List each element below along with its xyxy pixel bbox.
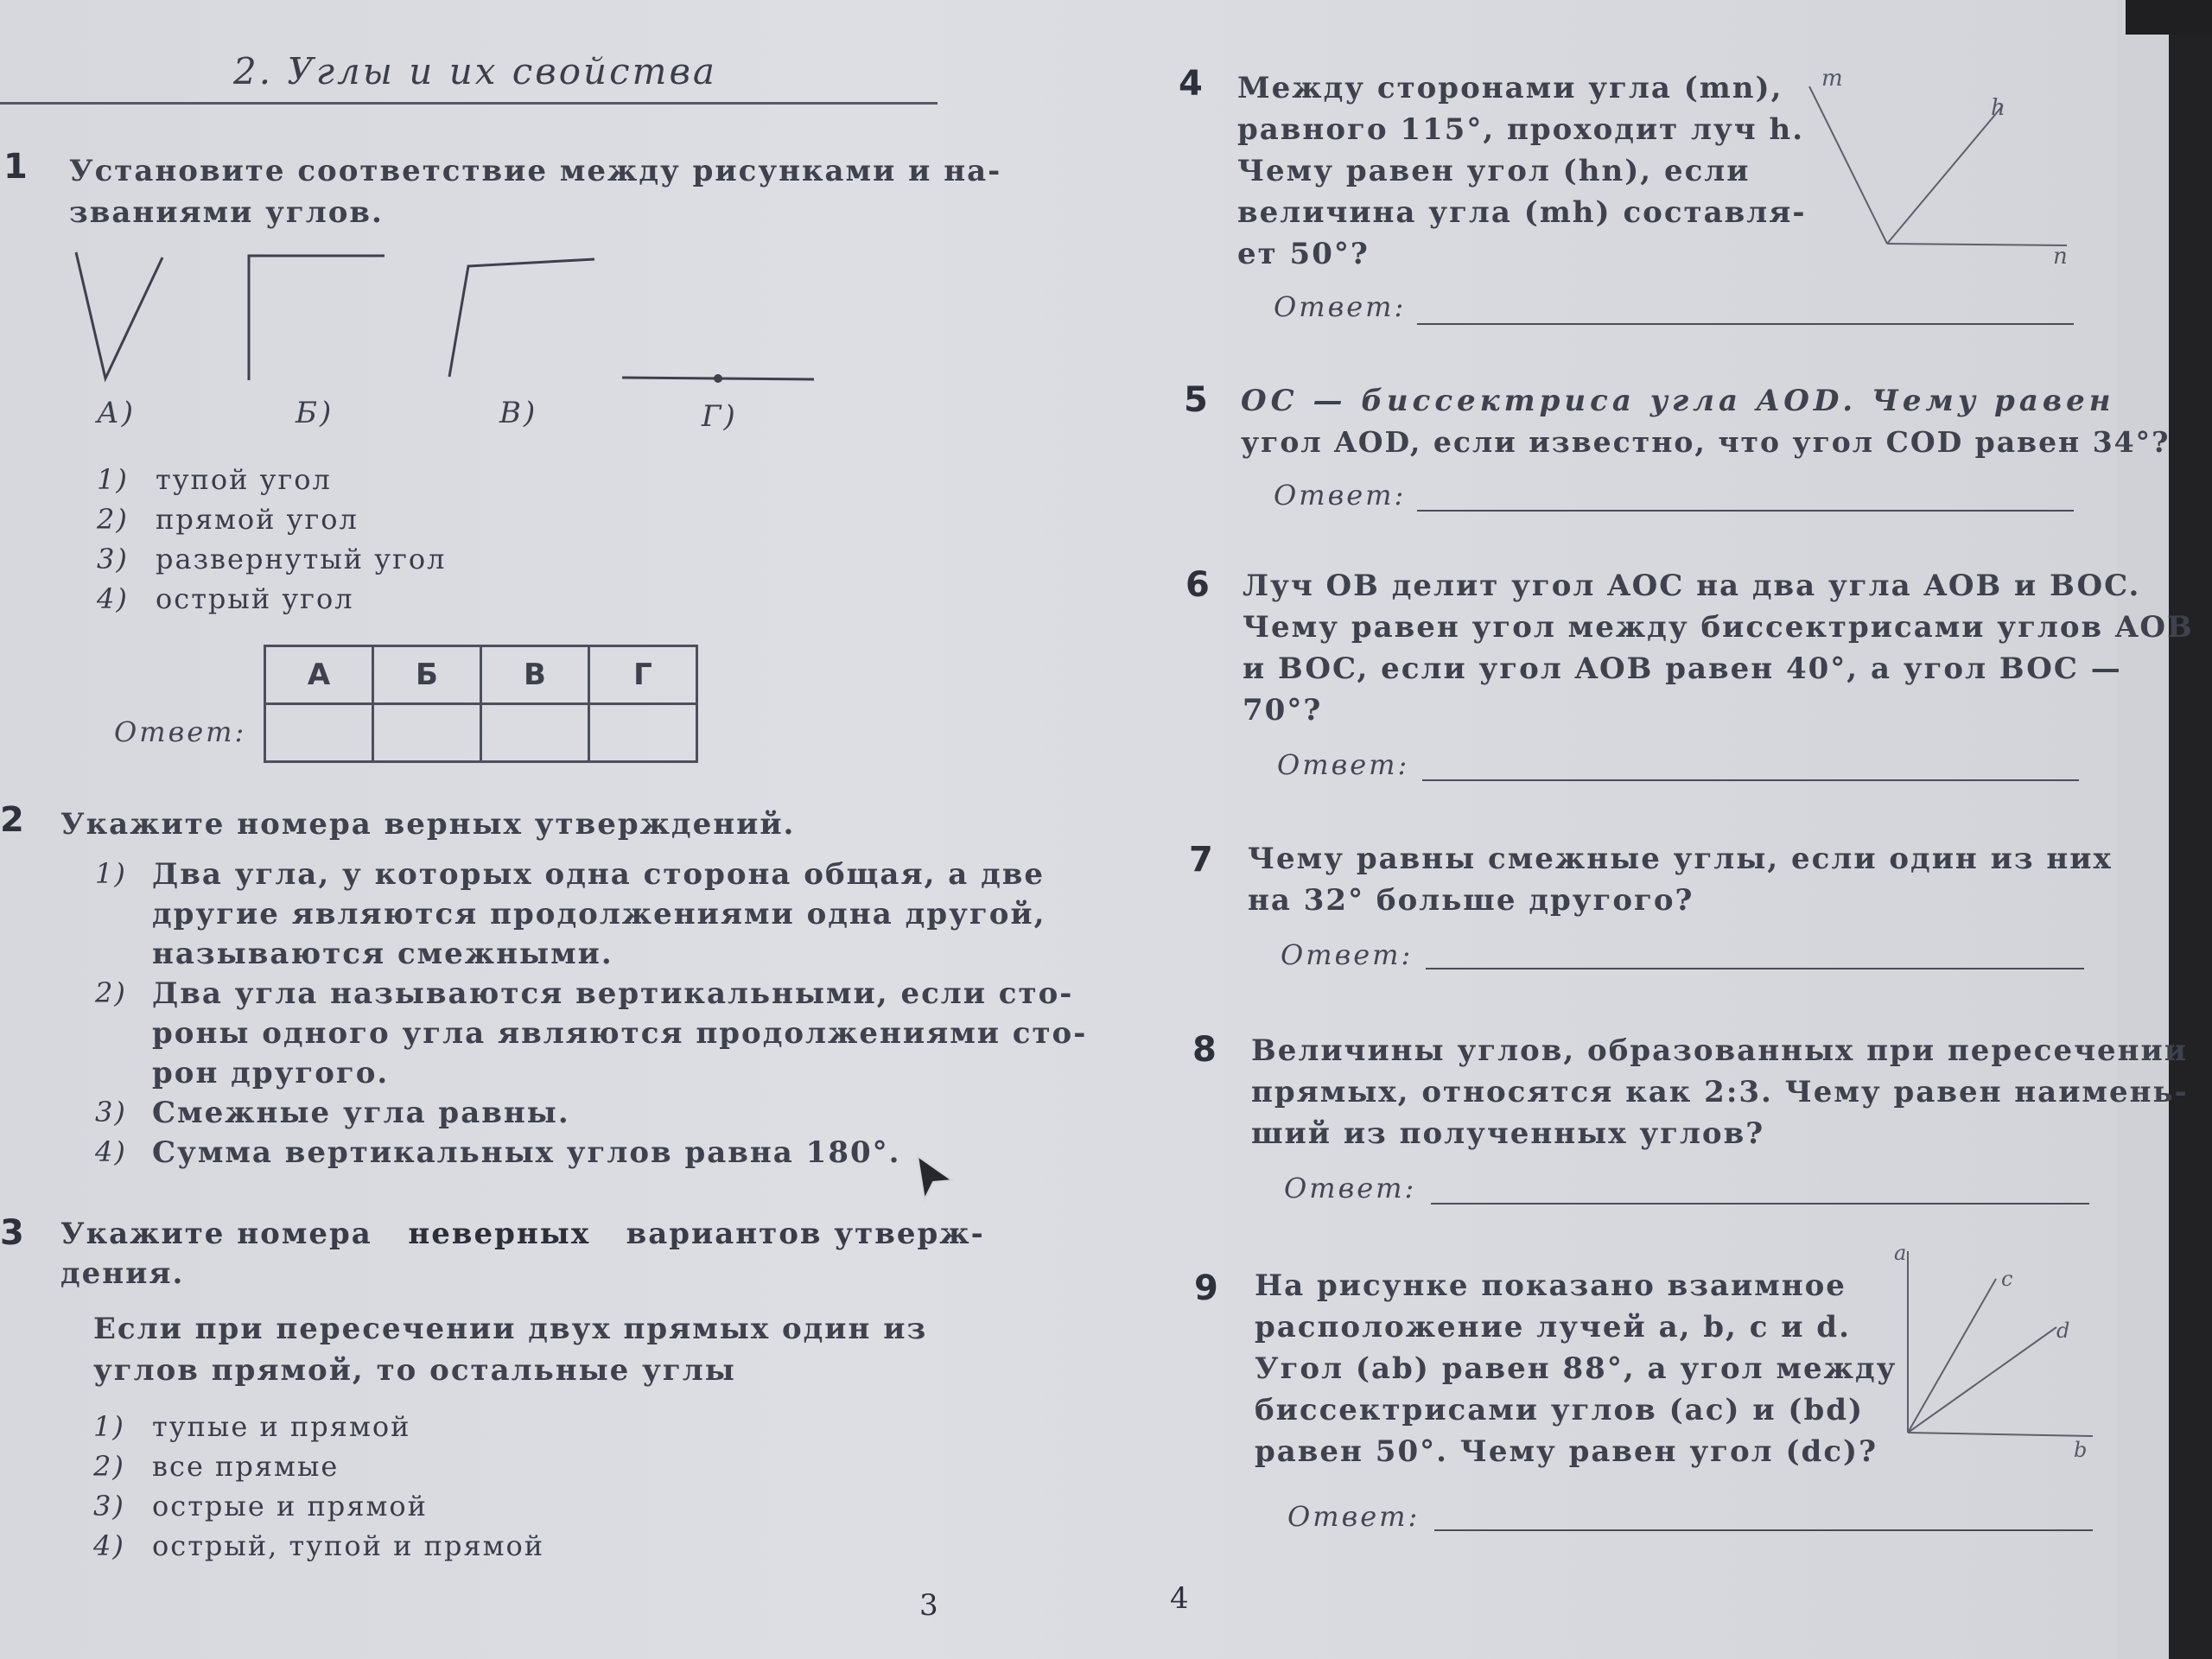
question-text-part: Укажите номера <box>60 1217 372 1251</box>
ray-label-c: c <box>2001 1267 2013 1291</box>
item-text: Смежные угла равны. <box>152 1096 570 1130</box>
question-text: равен 50°. Чему равен угол (dc)? <box>1255 1434 1878 1469</box>
question-number: 6 <box>1185 565 1210 605</box>
question-number: 9 <box>1194 1268 1218 1308</box>
item-number: 3) <box>95 1096 127 1128</box>
option-number: 1) <box>97 463 129 496</box>
option-number: 2) <box>93 1450 125 1483</box>
question-text: Установите соответствие между рисунками и на- <box>69 154 1002 188</box>
q9-rays-figure <box>1892 1244 2108 1452</box>
question-number: 4 <box>1179 64 1203 104</box>
question-text: Угол (ab) равен 88°, а угол между <box>1255 1351 1897 1386</box>
question-text: дения. <box>60 1256 185 1291</box>
answer-label: Ответ: <box>1284 1172 1417 1205</box>
section-title: 2. Углы и их свойства <box>233 50 717 92</box>
page-number-left: 3 <box>919 1588 938 1623</box>
question-number: 7 <box>1189 840 1213 880</box>
item-number: 4) <box>95 1135 127 1168</box>
answer-line[interactable] <box>1417 323 2074 325</box>
header-underline <box>0 102 938 105</box>
option-text: тупой угол <box>156 463 332 496</box>
question-text: OC — биссектриса угла AOD. Чему равен <box>1241 384 2115 418</box>
mouse-cursor <box>914 1154 957 1203</box>
question-number: 3 <box>0 1213 24 1253</box>
option-number: 3) <box>97 543 129 575</box>
answer-line[interactable] <box>1422 779 2079 781</box>
item-text: называются смежными. <box>152 937 613 971</box>
question-text: ет 50°? <box>1237 237 1370 271</box>
item-text: рон другого. <box>152 1056 390 1090</box>
ray-label-n: n <box>2053 244 2068 270</box>
answer-cell[interactable] <box>373 704 481 762</box>
q4-angle-figure <box>1797 60 2091 276</box>
question-text-emphasis: неверных <box>408 1217 591 1251</box>
question-text: Чему равен угол (hn), если <box>1237 154 1751 188</box>
question-text: прямых, относятся как 2:3. Чему равен наимень- <box>1251 1075 2189 1109</box>
figure-label: В) <box>499 396 538 430</box>
question-number: 2 <box>0 800 24 840</box>
question-text-part: вариантов утверж- <box>626 1217 985 1251</box>
figure-label: А) <box>97 396 137 430</box>
item-text: другие являются продолжениями одна другой, <box>152 897 1046 931</box>
question-text: Укажите номера верных утверждений. <box>60 807 796 842</box>
answer-label: Ответ: <box>1281 938 1414 971</box>
table-header: Б <box>373 646 481 704</box>
option-text: все прямые <box>152 1450 340 1483</box>
answer-line[interactable] <box>1426 968 2084 969</box>
option-text: прямой угол <box>156 503 359 536</box>
option-number: 2) <box>97 503 129 536</box>
answer-label: Ответ: <box>114 715 247 748</box>
question-text: Чему равны смежные углы, если один из них <box>1248 842 2113 876</box>
item-text: Сумма вертикальных углов равна 180°. <box>152 1135 901 1170</box>
question-stem: Если при пересечении двух прямых один из <box>93 1312 928 1346</box>
item-number: 1) <box>95 857 127 890</box>
option-number: 4) <box>93 1529 125 1562</box>
question-text: 70°? <box>1243 693 1323 728</box>
background-edge <box>2169 0 2212 1659</box>
ray-label-b: b <box>2074 1438 2088 1462</box>
option-number: 4) <box>97 582 129 615</box>
table-header: В <box>481 646 589 704</box>
question-text <box>60 1217 985 1251</box>
ray-label-m: m <box>1821 66 1843 92</box>
option-number: 1) <box>93 1410 125 1443</box>
right-angle-figure <box>249 256 385 380</box>
question-text: Величины углов, образованных при пересечении <box>1251 1033 2188 1068</box>
option-text: развернутый угол <box>156 543 447 575</box>
question-text: величина угла (mh) составля- <box>1237 195 1807 230</box>
question-text: Между сторонами угла (mn), <box>1237 71 1783 105</box>
page-number-right: 4 <box>1170 1581 1189 1616</box>
table-header: Г <box>589 646 697 704</box>
question-text: расположение лучей a, b, c и d. <box>1255 1310 1851 1344</box>
ray-label-a: a <box>1894 1241 1907 1265</box>
question-text: ший из полученных углов? <box>1251 1116 1765 1151</box>
question-text: равного 115°, проходит луч h. <box>1237 112 1805 147</box>
question-text: и BOC, если угол AOB равен 40°, а угол BOC — <box>1243 652 2122 686</box>
question-stem: углов прямой, то остальные углы <box>93 1353 736 1388</box>
answer-label: Ответ: <box>1274 479 1407 512</box>
question-number: 5 <box>1184 380 1208 420</box>
question-text: угол AOD, если известно, что угол COD равен 34°? <box>1241 425 2171 459</box>
angle-figures <box>52 242 830 415</box>
obtuse-angle-figure <box>449 259 594 377</box>
answer-table <box>264 645 698 763</box>
item-text: Два угла, у которых одна сторона общая, а две <box>152 857 1046 892</box>
answer-label: Ответ: <box>1274 290 1407 323</box>
question-number: 1 <box>3 147 28 187</box>
question-text: биссектрисами углов (ac) и (bd) <box>1255 1393 1865 1427</box>
question-text: Луч OB делит угол AOC на два угла AOB и BOC. <box>1243 569 2141 603</box>
option-text: острый, тупой и прямой <box>152 1529 545 1562</box>
ray-label-h: h <box>1991 95 2005 121</box>
answer-line[interactable] <box>1431 1203 2089 1205</box>
figure-label: Г) <box>702 399 738 434</box>
answer-label: Ответ: <box>1287 1500 1421 1533</box>
answer-cell[interactable] <box>265 704 373 762</box>
question-text: На рисунке показано взаимное <box>1255 1268 1847 1303</box>
answer-line[interactable] <box>1417 510 2074 512</box>
ray-label-d: d <box>2056 1319 2070 1343</box>
background-corner <box>2126 0 2212 35</box>
question-number: 8 <box>1192 1030 1217 1070</box>
question-text: званиями углов. <box>69 195 384 230</box>
item-number: 2) <box>95 976 127 1009</box>
straight-angle-vertex <box>714 374 722 383</box>
question-text: на 32° больше другого? <box>1248 883 1694 918</box>
option-number: 3) <box>93 1490 125 1522</box>
answer-label: Ответ: <box>1277 748 1410 781</box>
option-text: тупые и прямой <box>152 1410 411 1443</box>
option-text: острый угол <box>156 582 354 615</box>
acute-angle-figure <box>76 252 162 378</box>
table-header: А <box>265 646 373 704</box>
answer-line[interactable] <box>1434 1529 2093 1531</box>
figure-label: Б) <box>296 396 334 430</box>
option-text: острые и прямой <box>152 1490 428 1522</box>
item-text: роны одного угла являются продолжениями сто- <box>152 1016 1088 1051</box>
answer-cell[interactable] <box>481 704 589 762</box>
item-text: Два угла называются вертикальными, если сто- <box>152 976 1074 1011</box>
page-edge <box>2117 0 2169 1659</box>
answer-cell[interactable] <box>589 704 697 762</box>
question-text: Чему равен угол между биссектрисами углов AOB <box>1243 610 2194 645</box>
